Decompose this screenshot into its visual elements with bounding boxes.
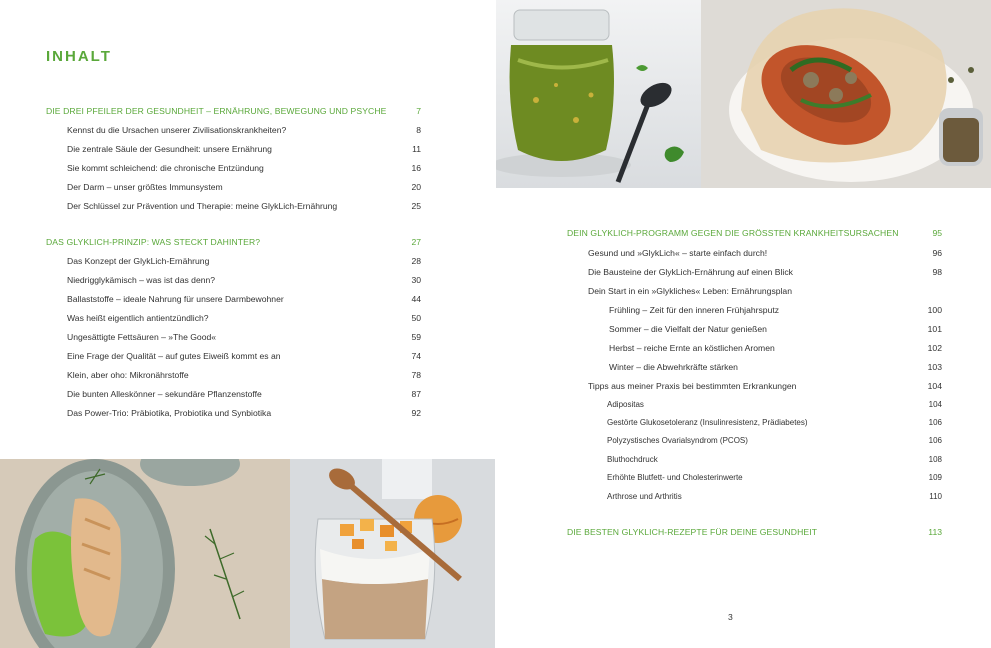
toc-entry-title: Adipositas (607, 400, 644, 409)
toc-page-number: 25 (411, 201, 421, 211)
toc-page-number: 59 (411, 332, 421, 342)
toc-page-number: 108 (928, 455, 942, 464)
toc-page-number: 104 (928, 400, 942, 409)
toc-entry-title: Die Bausteine der GlykLich-Ernährung auf einen Blick (588, 267, 793, 277)
photo-fish-plate (0, 459, 290, 648)
toc-page-number: 113 (928, 527, 942, 537)
toc-page-number: 92 (411, 408, 421, 418)
toc-page-number: 8 (416, 125, 421, 135)
toc-page-number: 101 (927, 324, 942, 334)
toc-page-number: 50 (411, 313, 421, 323)
toc-entry-title: Der Schlüssel zur Prävention und Therapie: meine GlykLich-Ernährung (67, 201, 338, 211)
toc-page-number: 28 (411, 256, 421, 266)
toc-page-number: 78 (411, 370, 421, 380)
toc-page-number: 7 (416, 106, 421, 116)
toc-page-number: 98 (932, 267, 942, 277)
toc-entry-title: Erhöhte Blutfett- und Cholesterinwerte (607, 473, 743, 482)
toc-page-number: 96 (932, 248, 942, 258)
toc-entry-title: Das Power-Trio: Präbiotika, Probiotika und Synbiotika (67, 408, 272, 418)
toc-entry-title: Sie kommt schleichend: die chronische Entzündung (67, 163, 264, 173)
photo-pesto-jar (496, 0, 701, 188)
toc-entry-title: Klein, aber oho: Mikronährstoffe (67, 370, 189, 380)
toc-page-number: 27 (411, 237, 421, 247)
toc-page-number: 74 (411, 351, 421, 361)
photo-sweet-potato (701, 0, 991, 188)
toc-entry-title: Gestörte Glukosetoleranz (Insulinresistenz, Prädiabetes) (607, 418, 808, 427)
toc-entry-title: Herbst – reiche Ernte an köstlichen Aromen (609, 343, 775, 353)
toc-page-number: 103 (927, 362, 942, 372)
toc-entry-title: Ballaststoffe – ideale Nahrung für unsere Darmbewohner (67, 294, 284, 304)
toc-section-title: DIE DREI PFEILER DER GESUNDHEIT – ERNÄHRUNG, BEWEGUNG UND PSYCHE (46, 106, 387, 116)
toc-page-number: 11 (412, 144, 421, 154)
toc-page-number: 44 (411, 294, 421, 304)
toc-entry-title: Bluthochdruck (607, 455, 658, 464)
toc-entry-title: Was heißt eigentlich antientzündlich? (67, 313, 209, 323)
toc-entry-title: Die zentrale Säule der Gesundheit: unsere Ernährung (67, 144, 272, 154)
toc-entry-title: Winter – die Abwehrkräfte stärken (609, 362, 738, 372)
page-title: INHALT (46, 48, 112, 65)
toc-page-number: 110 (929, 492, 942, 501)
toc-entry-title: Frühling – Zeit für den inneren Frühjahrsputz (609, 305, 780, 315)
toc-entry-title: Gesund und »GlykLich« – starte einfach durch! (588, 248, 768, 258)
toc-page-number: 104 (927, 381, 942, 391)
toc-page-number: 20 (411, 182, 421, 192)
toc-entry-title: Polyzystisches Ovarialsyndrom (PCOS) (607, 436, 748, 445)
toc-entry-title: Eine Frage der Qualität – auf gutes Eiweiß kommt es an (67, 351, 281, 361)
page-number: 3 (728, 612, 733, 622)
toc-entry-title: Ungesättigte Fettsäuren – »The Good« (67, 332, 217, 342)
toc-page-number: 102 (927, 343, 942, 353)
toc-page-number: 30 (411, 275, 421, 285)
toc-entry-title: Sommer – die Vielfalt der Natur genießen (609, 324, 767, 334)
toc-entry-title: Niedrigglykämisch – was ist das denn? (67, 275, 216, 285)
toc-entry-title: Die bunten Alleskönner – sekundäre Pflanzenstoffe (67, 389, 262, 399)
toc-page-number: 106 (928, 418, 942, 427)
toc-page-number: 87 (411, 389, 421, 399)
toc-page-number: 109 (928, 473, 942, 482)
toc-page-number: 106 (928, 436, 942, 445)
photo-yogurt-glass (290, 459, 495, 648)
toc-page-number: 95 (932, 228, 942, 238)
toc-entry-title: Der Darm – unser größtes Immunsystem (67, 182, 223, 192)
toc-section-title: DEIN GLYKLICH-PROGRAMM GEGEN DIE GRÖSSTEN KRANKHEITSURSACHEN (567, 228, 899, 238)
toc-section-title: DAS GLYKLICH-PRINZIP: WAS STECKT DAHINTER? (46, 237, 261, 247)
toc-entry-title: Tipps aus meiner Praxis bei bestimmten Erkrankungen (588, 381, 797, 391)
toc-entry-title: Kennst du die Ursachen unserer Zivilisationskrankheiten? (67, 125, 287, 135)
toc-entry-title: Arthrose und Arthritis (607, 492, 682, 501)
toc-entry-title: Das Konzept der GlykLich-Ernährung (67, 256, 210, 266)
toc-page-number: 100 (927, 305, 942, 315)
toc-section-title: DIE BESTEN GLYKLICH-REZEPTE FÜR DEINE GESUNDHEIT (567, 527, 818, 537)
toc-entry-title: Dein Start in ein »Glykliches« Leben: Ernährungsplan (588, 286, 792, 296)
toc-page-number: 16 (411, 163, 421, 173)
